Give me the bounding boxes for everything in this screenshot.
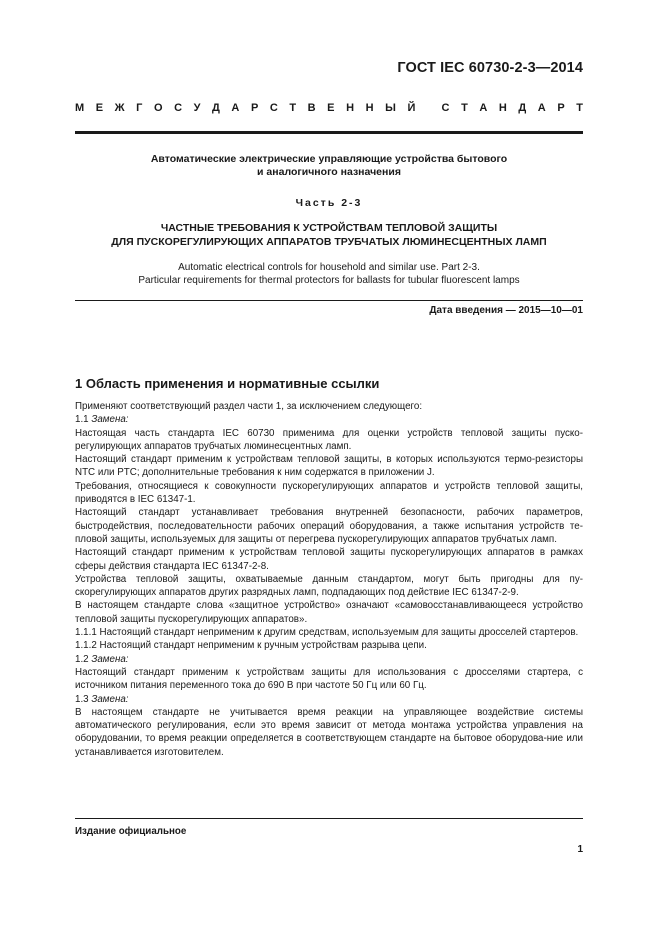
banner-letter: Е xyxy=(95,102,104,114)
banner-letter: Д xyxy=(212,102,220,114)
clause-number: 1.3 xyxy=(75,693,92,705)
banner-letter: С xyxy=(441,102,450,114)
clause-1-1 xyxy=(75,413,583,426)
paragraph: В настоящем стандарте не учитывается время реакции на управляющее воздействие системы автоматического регулирования, если это время зависит от метода монтажа устройства управления на оборудовании, то время реакции определяется в соответствующем стандарте на бытовое оборудова-ние или устанавливается изготовителем. xyxy=(75,706,583,758)
banner-letter: Н xyxy=(346,102,355,114)
banner-letter: Ж xyxy=(114,102,125,114)
title-block xyxy=(75,153,583,287)
title-en-line-1: Automatic electrical controls for household and similar use. Part 2-3. xyxy=(178,262,480,273)
replacement-label: Замена: xyxy=(91,653,129,665)
title-ru-line-2: и аналогичного назначения xyxy=(257,166,401,178)
part-label: Часть 2-3 xyxy=(295,197,363,209)
title-en-line-2: Particular requirements for thermal protectors for ballasts for tubular fluorescent lamps xyxy=(138,275,520,286)
banner-letter: В xyxy=(307,102,316,114)
banner-letter: Р xyxy=(250,102,259,114)
banner-letter: Н xyxy=(498,102,507,114)
paragraph: Настоящий стандарт применим к устройствам тепловой защиты пускорегулирующих аппаратов в рамках сферы действия стандарта IEC 61347-2-8. xyxy=(75,547,583,572)
clause-number: 1.2 xyxy=(75,653,92,665)
special-title-line-1: ЧАСТНЫЕ ТРЕБОВАНИЯ К УСТРОЙСТВАМ ТЕПЛОВОЙ ЗАЩИТЫ xyxy=(160,222,498,234)
banner-letter: С xyxy=(174,102,183,114)
banner-letter: А xyxy=(479,102,488,114)
banner-gap xyxy=(427,102,430,114)
banner-letter: А xyxy=(537,102,546,114)
banner-letter: Ы xyxy=(385,102,396,114)
title-divider xyxy=(75,300,583,301)
paragraph: Настоящий стандарт применим к устройствам защиты для использования с дросселями стартера, с источником питания переменного тока до 690 В при частоте 50 Гц или 60 Гц. xyxy=(75,666,583,692)
title-ru-line-1: Автоматические электрические управляющие устройства бытового xyxy=(150,153,508,165)
paragraph: 1.1.1 Настоящий стандарт неприменим к другим средствам, используемым для защиты дросселей стартеров. xyxy=(75,627,579,639)
paragraph: Требования, относящиеся к совокупности пускорегулирующих аппаратов и устройств тепловой защиты, приводятся в IEC 61347-1. xyxy=(75,480,583,506)
special-title-line-2: ДЛЯ ПУСКОРЕГУЛИРУЮЩИХ АППАРАТОВ ТРУБЧАТЫХ ЛЮМИНЕСЦЕНТНЫХ ЛАМП xyxy=(111,236,547,248)
banner-letter: С xyxy=(269,102,278,114)
introduction-date: Дата введения — 2015—10—01 xyxy=(429,305,583,316)
title-ru xyxy=(75,153,583,179)
paragraph: В настоящем стандарте слова «защитное устройство» означают «самовосстанавливающееся устройство тепловой защиты пускорегулирующих аппаратов». xyxy=(75,600,583,625)
paragraph: Настоящая часть стандарта IEC 60730 применима для оценки устройств тепловой защиты пуско-регулирующих аппаратов трубчатых люминесцентных ламп. xyxy=(75,427,583,452)
banner-letter: М xyxy=(75,102,85,114)
section-body xyxy=(75,400,583,759)
paragraph: Настоящий стандарт устанавливает требования внутренней безопасности, рабочих параметров, быстродействия, последовательности рабочих операций оборудования, а также испытания устройств те-пловой защиты, используемых для защиты от перегрева пускорегулирующих аппаратов трубчатых ламп. xyxy=(75,507,583,545)
banner-letter: Й xyxy=(407,102,416,114)
banner-letter: А xyxy=(231,102,240,114)
banner-letter: У xyxy=(193,102,201,114)
standard-code: ГОСТ IEC 60730-2-3—2014 xyxy=(397,60,583,76)
replacement-label: Замена: xyxy=(91,414,129,426)
banner-letter: О xyxy=(153,102,163,114)
banner-letter: Е xyxy=(327,102,335,114)
footer-divider xyxy=(75,818,583,819)
clause-1-2 xyxy=(75,653,583,666)
clause-number: 1.1 xyxy=(75,414,92,426)
header-divider xyxy=(75,131,583,134)
section-heading: 1 Область применения и нормативные ссылки xyxy=(75,376,380,391)
replacement-label: Замена: xyxy=(91,693,129,705)
paragraph: Применяют соответствующий раздел части 1, за исключением следующего: xyxy=(75,401,423,412)
interstate-standard-banner xyxy=(75,102,583,114)
banner-letter: Р xyxy=(557,102,565,114)
paragraph: 1.1.2 Настоящий стандарт неприменим к ручным устройствам разрыва цепи. xyxy=(75,640,427,652)
title-en xyxy=(75,261,583,287)
paragraph: Устройства тепловой защиты, охватываемые данным стандартом, могут быть пригодны для пу-скорегулирующих аппаратов других разрядных ламп, подпадающих под действие IEC 61347-2-9. xyxy=(75,573,583,599)
clause-1-3 xyxy=(75,693,583,706)
special-title xyxy=(75,221,583,249)
banner-letter: Н xyxy=(365,102,374,114)
page-number: 1 xyxy=(577,844,583,855)
banner-letter: Д xyxy=(518,102,527,114)
banner-letter: Т xyxy=(576,102,583,114)
official-edition-label: Издание официальное xyxy=(75,826,187,837)
banner-letter: Т xyxy=(461,102,468,114)
banner-letter: Г xyxy=(136,102,143,114)
paragraph: Настоящий стандарт применим к устройствам тепловой защиты, в которых используются термо-резисторы NTC или PTC; дополнительные требования к ним содержатся в приложении J. xyxy=(75,454,583,479)
banner-letter: Т xyxy=(289,102,297,114)
